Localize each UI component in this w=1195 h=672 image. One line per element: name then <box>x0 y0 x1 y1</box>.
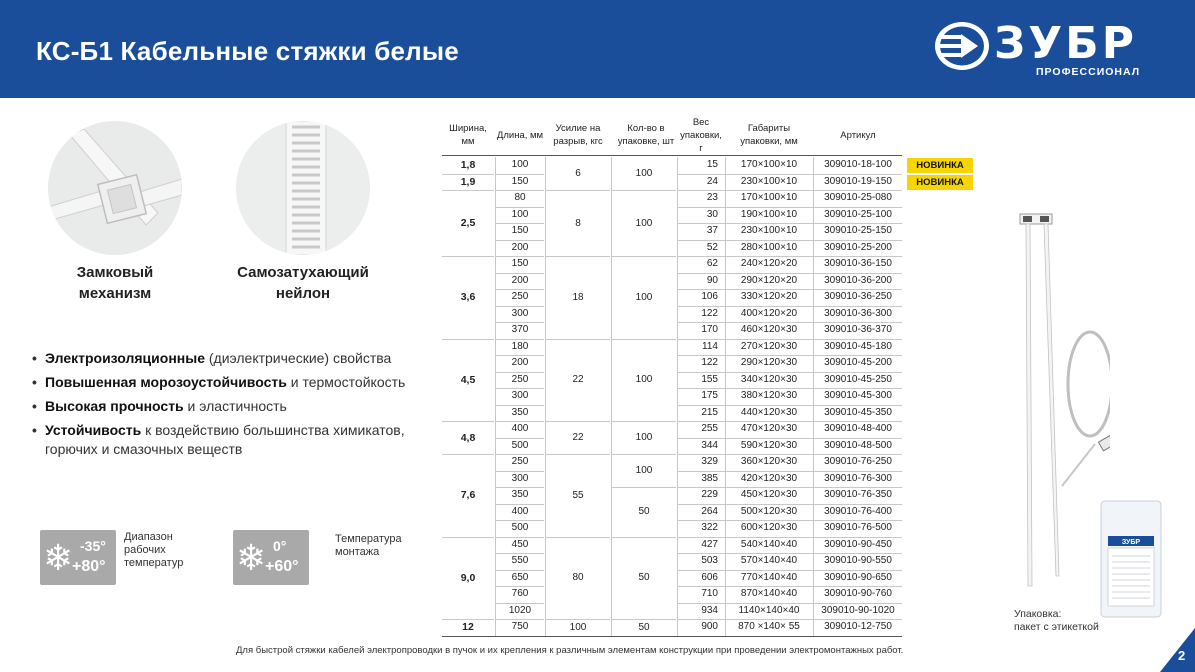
cell-length: 200 <box>511 274 529 286</box>
cell-weight: 52 <box>706 241 718 253</box>
header-length: Длина, мм <box>496 129 544 141</box>
group-force: 80 <box>572 572 584 584</box>
feature-label-lock: Замковый механизм <box>76 264 154 302</box>
cell-weight: 934 <box>701 604 718 616</box>
cell-length: 1020 <box>508 604 532 616</box>
cell-sku: 309010-25-150 <box>824 225 892 236</box>
cell-length: 180 <box>511 340 529 352</box>
cell-length: 250 <box>511 291 529 302</box>
cell-dims: 500×120×30 <box>740 505 798 517</box>
group-width: 12 <box>462 621 474 634</box>
group-qty: 100 <box>635 291 653 303</box>
column-divider <box>545 157 546 636</box>
table-bottom-line <box>442 636 902 637</box>
cell-sku: 309010-90-450 <box>824 538 892 550</box>
cell-dims: 280×100×10 <box>740 241 798 253</box>
cell-length: 550 <box>511 555 529 566</box>
header-qty: Кол-во в упаковке, шт <box>617 123 675 147</box>
snowflake-icon: ❄ <box>236 537 267 578</box>
snowflake-icon: ❄ <box>43 537 74 578</box>
group-width: 4,8 <box>460 431 476 444</box>
cell-length: 370 <box>511 324 529 335</box>
cell-dims: 360×120×30 <box>740 456 798 467</box>
cell-sku: 309010-36-370 <box>824 324 892 335</box>
group-force: 100 <box>569 621 587 633</box>
cell-length: 100 <box>511 159 529 170</box>
cell-dims: 170×100×10 <box>740 192 798 203</box>
cell-dims: 380×120×30 <box>740 390 798 401</box>
cell-weight: 170 <box>701 324 718 335</box>
install-temp-caption: Температура монтажа <box>335 533 402 558</box>
column-divider <box>677 157 678 636</box>
brand-logo <box>934 18 1166 86</box>
cell-length: 500 <box>511 439 529 451</box>
cell-sku: 309010-36-200 <box>824 274 892 286</box>
cell-sku: 309010-36-250 <box>824 291 892 302</box>
cell-length: 100 <box>511 208 529 220</box>
cell-length: 250 <box>511 373 529 385</box>
cell-sku: 309010-25-080 <box>824 192 892 203</box>
cell-dims: 870 ×140× 55 <box>738 621 800 632</box>
group-width: 2,5 <box>460 217 476 229</box>
cell-dims: 440×120×30 <box>740 406 798 418</box>
new-badge: НОВИНКА <box>907 158 973 173</box>
cell-weight: 30 <box>706 208 718 220</box>
list-item: • Повышенная морозоустойчивость и термостойкость <box>32 373 432 392</box>
property-list <box>32 349 432 464</box>
cell-dims: 570×140×40 <box>740 555 798 566</box>
install-temp-badge: ❄ 0° +60° <box>233 530 309 585</box>
cell-sku: 309010-90-650 <box>824 571 892 583</box>
cell-length: 500 <box>511 522 529 533</box>
cell-sku: 309010-18-100 <box>824 159 892 170</box>
group-width: 9,0 <box>460 571 476 584</box>
group-qty: 100 <box>635 432 653 443</box>
header-divider <box>442 155 902 156</box>
group-qty: 100 <box>635 465 653 476</box>
cell-dims: 540×140×40 <box>740 538 798 550</box>
cell-sku: 309010-36-300 <box>824 307 892 319</box>
cell-weight: 385 <box>701 472 718 484</box>
group-width: 1,8 <box>460 159 476 172</box>
column-divider <box>611 157 612 636</box>
nylon-strap-image <box>236 121 370 255</box>
group-qty: 100 <box>635 374 653 386</box>
cell-weight: 155 <box>701 373 718 385</box>
cell-sku: 309010-12-750 <box>824 621 892 632</box>
cell-weight: 114 <box>702 340 718 352</box>
cell-weight: 15 <box>706 159 718 170</box>
cell-sku: 309010-90-760 <box>824 588 892 599</box>
cell-dims: 460×120×30 <box>740 324 798 335</box>
brand-subtitle: ПРОФЕССИОНАЛ <box>1036 66 1141 78</box>
cell-length: 200 <box>511 357 529 368</box>
cell-length: 300 <box>511 472 529 484</box>
group-qty: 100 <box>635 168 653 179</box>
cell-sku: 309010-90-1020 <box>821 604 895 616</box>
group-force: 18 <box>572 291 584 303</box>
cell-weight: 427 <box>701 538 718 550</box>
cell-length: 250 <box>511 456 529 467</box>
cell-sku: 309010-48-400 <box>824 423 892 434</box>
cell-dims: 400×120×20 <box>740 307 798 319</box>
cell-dims: 450×120×30 <box>740 489 798 500</box>
cell-dims: 470×120×30 <box>740 423 798 434</box>
cell-sku: 309010-76-400 <box>824 505 892 517</box>
cell-length: 150 <box>511 225 529 236</box>
package-illustration <box>1100 500 1162 618</box>
cell-length: 400 <box>511 423 529 434</box>
cell-weight: 900 <box>701 621 718 632</box>
cell-length: 350 <box>511 406 529 418</box>
cell-sku: 309010-76-500 <box>824 522 892 533</box>
cell-weight: 710 <box>701 588 718 599</box>
cell-length: 350 <box>511 489 529 500</box>
group-force: 22 <box>572 374 584 386</box>
package-caption: Упаковка: пакет с этикеткой <box>1014 608 1099 633</box>
cell-dims: 770×140×40 <box>740 571 798 583</box>
header-dims: Габариты упаковки, мм <box>740 123 798 147</box>
group-force: 6 <box>575 168 581 179</box>
cell-dims: 170×100×10 <box>740 159 798 170</box>
cell-sku: 309010-76-300 <box>824 472 892 484</box>
cell-dims: 600×120×30 <box>740 522 798 533</box>
new-badge: НОВИНКА <box>907 175 973 190</box>
cell-weight: 606 <box>701 571 718 583</box>
header-weight: Вес упаковки, г <box>680 116 722 154</box>
cell-weight: 90 <box>706 274 718 286</box>
cell-dims: 340×120×30 <box>740 373 798 385</box>
column-divider <box>495 157 496 636</box>
cell-length: 80 <box>514 192 526 203</box>
cell-length: 750 <box>511 621 529 632</box>
group-qty: 100 <box>635 217 653 229</box>
cell-weight: 255 <box>701 423 718 434</box>
cell-dims: 590×120×30 <box>740 439 798 451</box>
header-width: Ширина, мм <box>449 123 487 147</box>
cell-sku: 309010-45-200 <box>824 357 892 368</box>
feature-label-nylon: Самозатухающий нейлон <box>237 264 369 302</box>
cell-length: 150 <box>511 175 529 187</box>
cell-sku: 309010-45-350 <box>824 406 892 418</box>
cell-dims: 290×120×30 <box>740 357 798 368</box>
group-width: 4,5 <box>460 373 476 386</box>
group-qty: 50 <box>638 621 650 633</box>
cell-dims: 270×120×30 <box>740 340 798 352</box>
cell-weight: 175 <box>701 390 718 401</box>
cell-weight: 62 <box>706 258 718 269</box>
cell-weight: 329 <box>701 456 718 467</box>
header-sku: Артикул <box>840 129 876 141</box>
cell-sku: 309010-48-500 <box>824 439 892 451</box>
cell-dims: 190×100×10 <box>740 208 798 220</box>
header-bar <box>0 0 1195 98</box>
cell-weight: 122 <box>701 357 718 368</box>
operating-temp-caption: Диапазон рабочих температур <box>124 531 184 569</box>
list-item: • Устойчивость к воздействию большинства химикатов, горючих и смазочных веществ <box>32 421 432 459</box>
group-width: 1,9 <box>460 175 476 188</box>
cell-weight: 24 <box>706 175 718 187</box>
list-item: • Высокая прочность и эластичность <box>32 397 432 416</box>
cell-sku: 309010-25-100 <box>824 208 892 220</box>
cell-dims: 330×120×20 <box>740 291 798 302</box>
cell-sku: 309010-76-250 <box>824 456 892 467</box>
lock-mechanism-image <box>48 121 182 255</box>
column-divider <box>725 157 726 636</box>
cell-length: 650 <box>511 571 529 583</box>
cell-sku: 309010-36-150 <box>824 258 892 269</box>
cell-weight: 23 <box>706 192 718 203</box>
group-qty: 50 <box>638 506 650 518</box>
cell-length: 200 <box>511 241 529 253</box>
cell-weight: 344 <box>701 439 718 451</box>
cell-length: 300 <box>511 390 529 401</box>
cell-weight: 37 <box>706 225 718 236</box>
cell-dims: 230×100×10 <box>740 225 798 236</box>
cell-dims: 240×120×20 <box>740 258 798 269</box>
cell-sku: 309010-19-150 <box>824 175 892 187</box>
cell-length: 150 <box>511 258 529 269</box>
footer-note: Для быстрой стяжки кабелей электропроводки в пучок и их крепления к различным элементам конструкции при проведении электромонтажных работ. <box>236 645 904 656</box>
cable-tie-illustration <box>1000 206 1110 606</box>
cell-length: 300 <box>511 307 529 319</box>
column-divider <box>813 157 814 636</box>
cell-dims: 420×120×30 <box>740 472 798 484</box>
cell-weight: 106 <box>701 291 718 302</box>
brand-emblem-icon <box>934 20 990 72</box>
operating-temp-badge: ❄ -35° +80° <box>40 530 116 585</box>
cell-sku: 309010-45-250 <box>824 373 892 385</box>
cell-weight: 264 <box>701 505 718 517</box>
brand-name: ЗУБР <box>994 18 1137 69</box>
cell-weight: 215 <box>701 406 718 418</box>
cell-dims: 290×120×20 <box>740 274 798 286</box>
cell-weight: 322 <box>701 522 718 533</box>
cell-weight: 122 <box>701 307 718 319</box>
cell-sku: 309010-45-300 <box>824 390 892 401</box>
cell-dims: 870×140×40 <box>740 588 798 599</box>
page-number: 2 <box>1178 648 1186 663</box>
cell-dims: 1140×140×40 <box>738 604 800 616</box>
cell-weight: 503 <box>701 555 718 566</box>
cell-sku: 309010-76-350 <box>824 489 892 500</box>
cell-length: 450 <box>511 538 529 550</box>
cell-sku: 309010-90-550 <box>824 555 892 566</box>
group-qty: 50 <box>638 572 650 584</box>
page-title: КС-Б1 Кабельные стяжки белые <box>36 36 459 66</box>
cell-sku: 309010-45-180 <box>824 340 892 352</box>
cell-length: 760 <box>511 588 529 599</box>
group-width: 3,6 <box>460 291 476 304</box>
svg-text:ЗУБР: ЗУБР <box>1121 539 1141 546</box>
cell-length: 400 <box>511 505 529 517</box>
cell-weight: 229 <box>701 489 718 500</box>
group-width: 7,6 <box>460 489 476 502</box>
group-force: 55 <box>572 489 584 501</box>
group-force: 22 <box>572 432 584 443</box>
group-force: 8 <box>575 217 581 229</box>
cell-sku: 309010-25-200 <box>824 241 892 253</box>
cell-dims: 230×100×10 <box>740 175 798 187</box>
header-force: Усилие на разрыв, кгс <box>553 123 603 147</box>
list-item: • Электроизоляционные (диэлектрические) свойства <box>32 349 432 368</box>
